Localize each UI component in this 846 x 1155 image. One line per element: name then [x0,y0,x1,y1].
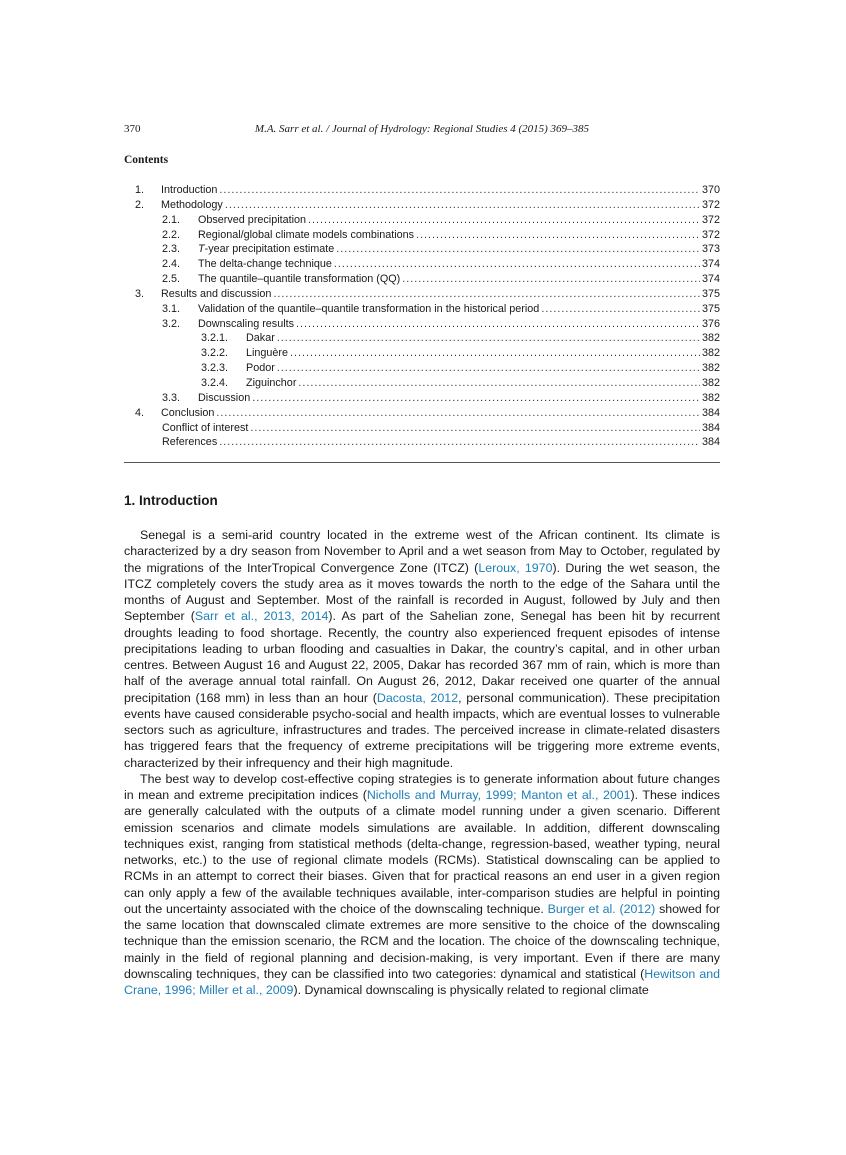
page-number: 370 [124,123,141,135]
toc-entry[interactable]: 2. Methodology ..... 372 [124,198,720,213]
toc-entry[interactable]: Conflict of interest ..... 384 [124,421,720,436]
citation-link[interactable]: Leroux, 1970 [478,560,553,575]
paragraph: The best way to develop cost-effective coping strategies is to generate information about future changes in mean and extreme precipitation indices (Nicholls and Murray, 1999; Manton et al., 2001). These indices are generally calculated with the outputs of a climate model running under a given scenario. Different emission scenarios and climate models simulations are available. In addition, different downscaling techniques exist, ranging from statistical methods (delta-change, regression-based, weather typing, neural networks, etc.) to the use of regional climate models (RCMs). Statistical downscaling can be applied to RCMs in an attempt to correct their biases. Given that for practical reasons an end user in a given region can only apply a few of the available techniques available, inter-comparison studies are helpful in pointing out the uncertainty associated with the choice of the downscaling technique. Burger et al. (2012) showed for the same location that downscaled climate extremes are more sensitive to the choice of the downscaling technique than the emission scenario, the RCM and the location. The choice of the downscaling technique, mainly in the field of regional planning and decision-making, is very important. Even if there are many downscaling techniques, they can be classified into two categories: dynamical and statistical (Hewitson and Crane, 1996; Miller et al., 2009). Dynamical downscaling is physically related to regional climate [124,771,721,997]
divider [124,462,720,463]
toc-entry[interactable]: 3.2.2. Linguère ..... 382 [124,346,720,361]
citation-link[interactable]: Burger et al. (2012) [547,901,656,916]
body-text [124,527,720,998]
toc-entry[interactable]: 3.2.4. Ziguinchor ..... 382 [124,376,720,391]
contents-title: Contents [124,154,169,166]
toc-entry[interactable]: 2.5. The quantile–quantile transformation (QQ) ..... 374 [124,272,720,287]
section-heading: 1. Introduction [124,493,218,508]
citation-link[interactable]: Hewitson and Crane, 1996; Miller et al., 2009 [124,966,721,997]
toc-entry[interactable]: 3. Results and discussion ..... 375 [124,287,720,302]
toc-entry[interactable]: References ..... 384 [124,435,720,450]
toc-entry[interactable]: 4. Conclusion ..... 384 [124,406,720,421]
toc-entry[interactable]: 3.3. Discussion ..... 382 [124,391,720,406]
citation-link[interactable]: Dacosta, 2012 [376,690,459,705]
citation-link[interactable]: Sarr et al., 2013, 2014 [194,609,329,624]
toc-entry[interactable]: 2.4. The delta-change technique ..... 374 [124,257,720,272]
table-of-contents [124,183,720,450]
toc-entry[interactable]: 2.1. Observed precipitation ..... 372 [124,213,720,228]
citation-link[interactable]: Nicholls and Murray, 1999; Manton et al., 2001 [366,788,631,802]
toc-entry[interactable]: 2.3. T-year precipitation estimate ..... 373 [124,242,720,257]
toc-entry[interactable]: 3.2. Downscaling results ..... 376 [124,317,720,332]
toc-entry[interactable]: 3.2.1. Dakar ..... 382 [124,331,720,346]
toc-entry[interactable]: 3.2.3. Podor ..... 382 [124,361,720,376]
paragraph: Senegal is a semi-arid country located in the extreme west of the African continent. Its climate is characterized by a dry season from November to April and a wet season from May to October, regulated by the migrations of the InterTropical Convergence Zone (ITCZ) (Leroux, 1970). During the wet season, the ITCZ completely covers the study area as it moves towards the north to the edge of the Sahara until the months of August and September. Most of the rainfall is recorded in August, followed by July and then September (Sarr et al., 2013, 2014). As part of the Sahelian zone, Senegal has been hit by recurrent droughts leading to food shortage. Recently, the country also experienced frequent episodes of intense precipitations leading to urban flooding and casualties in Dakar, the country’s capital, and in other urban centres. Between August 16 and August 22, 2005, Dakar has recorded 367 mm of rain, which is more than half of the average annual total rainfall. On August 26, 2012, Dakar received one quarter of the annual precipitation (168 mm) in less than an hour (Dacosta, 2012, personal communication). These precipitation events have caused considerable psycho-social and health impacts, which are eventual losses to vulnerable sectors such as agriculture, infrastructures and trades. The perceived increase in climate-related disasters has triggered fears that the frequency of extreme precipitations will be triggering more extreme events, characterized by their infrequency and their high magnitude. [124,528,721,770]
toc-entry[interactable]: 1. Introduction ..... 370 [124,183,720,198]
journal-citation: M.A. Sarr et al. / Journal of Hydrology: Regional Studies 4 (2015) 369–385 [254,123,590,135]
toc-entry[interactable]: 2.2. Regional/global climate models combinations ..... 372 [124,228,720,243]
toc-entry[interactable]: 3.1. Validation of the quantile–quantile transformation in the historical period ..... 375 [124,302,720,317]
